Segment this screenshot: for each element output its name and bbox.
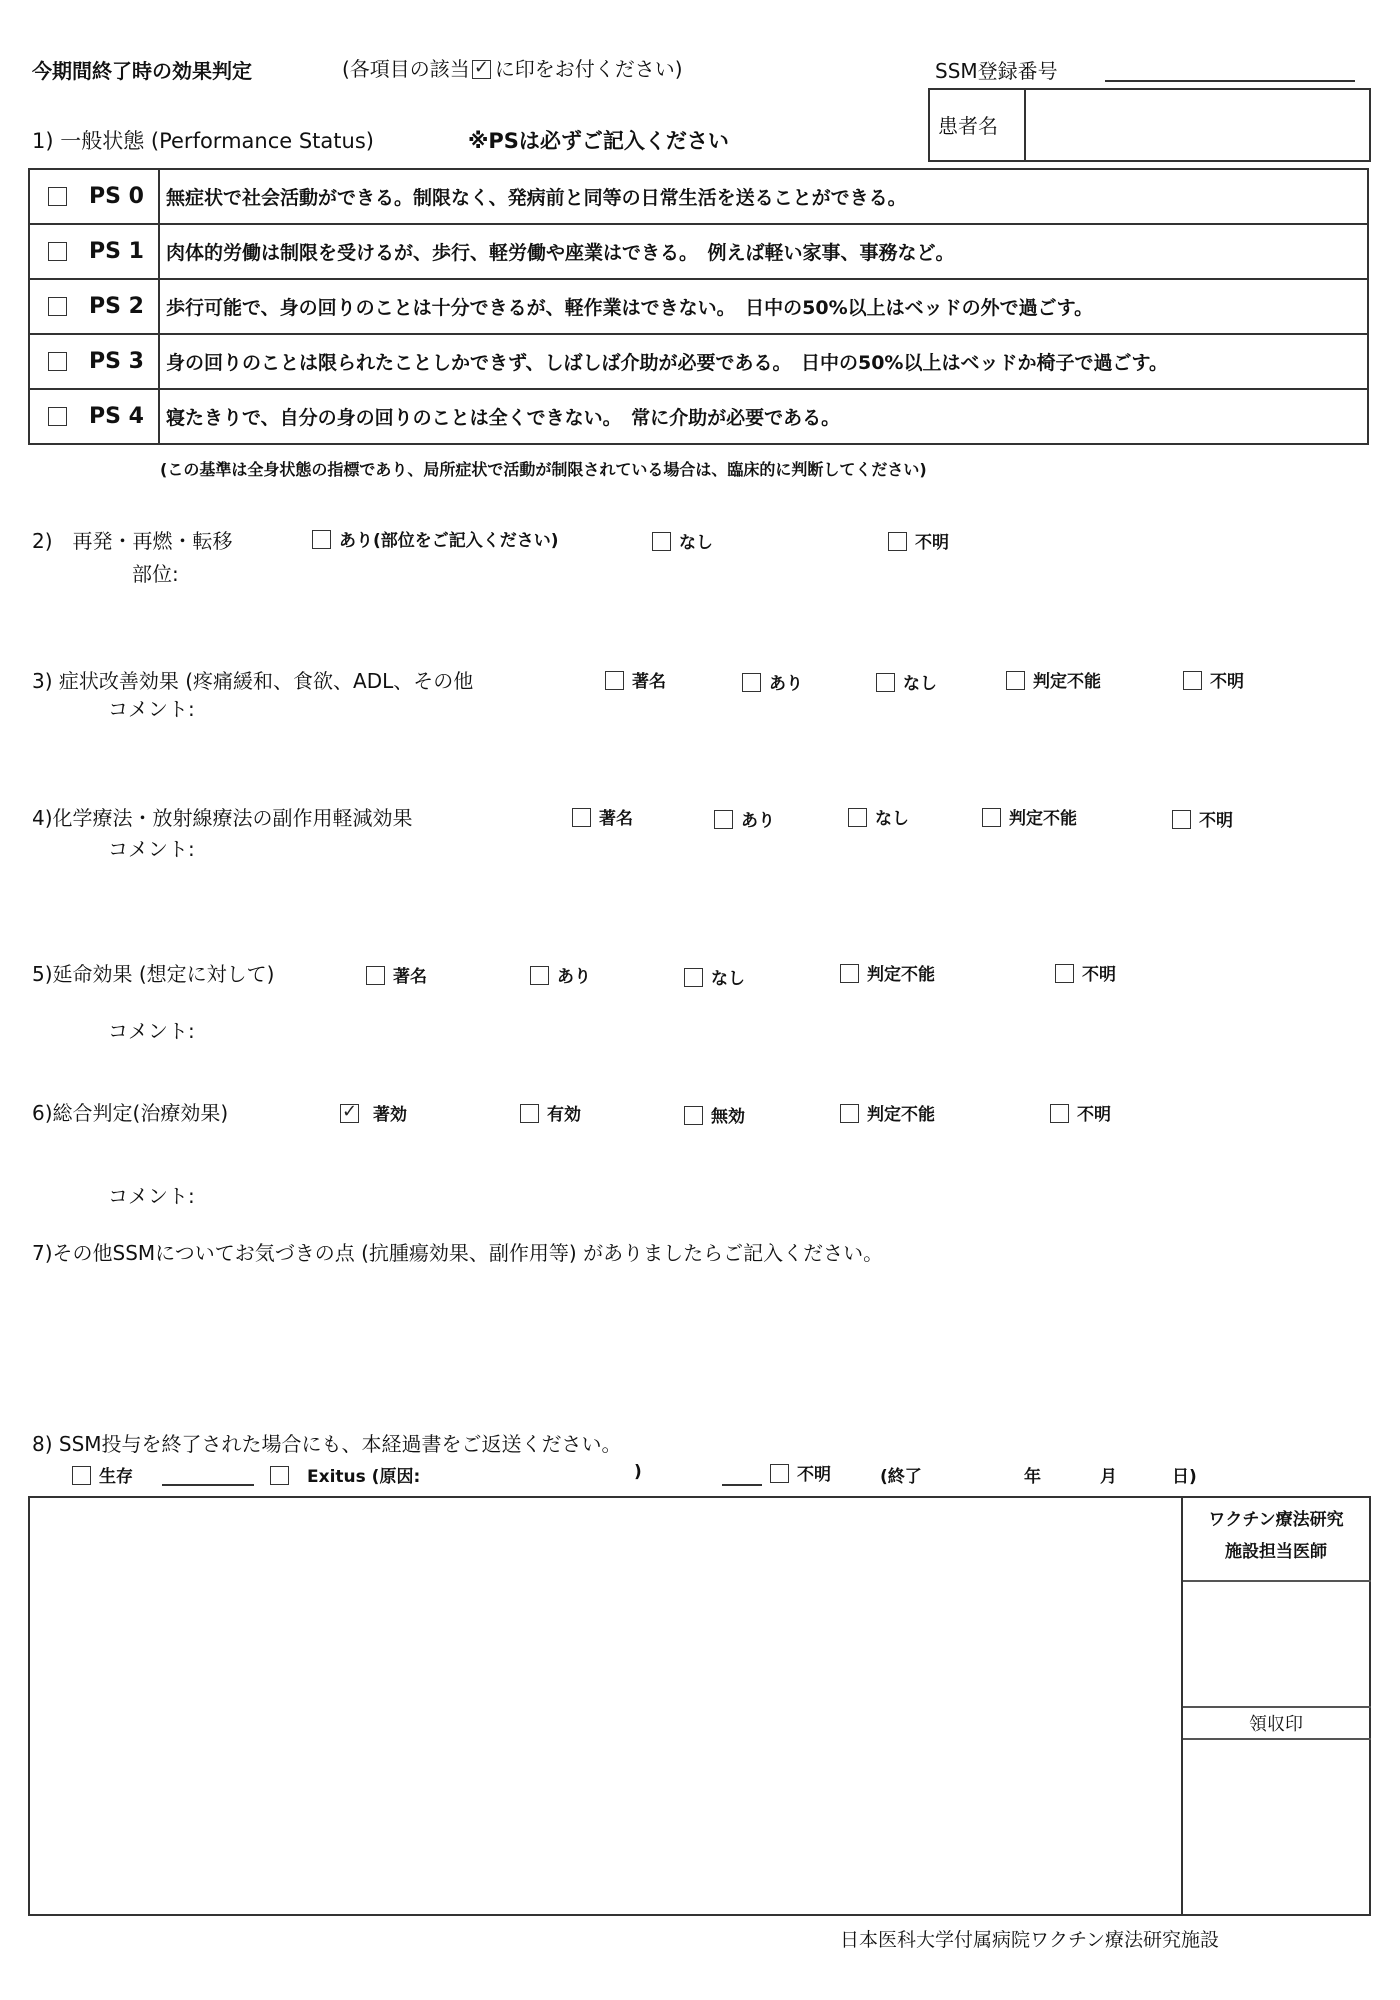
ps1-checkbox[interactable]: [48, 242, 67, 261]
symptom-option-undeterminable[interactable]: [1006, 667, 1101, 692]
instruction-prefix: (各項目の該当: [342, 57, 470, 81]
checkbox[interactable]: [520, 1104, 539, 1123]
ps-code-cell: [29, 334, 159, 389]
section5-heading: 5)延命効果 (想定に対して): [32, 962, 275, 986]
survival-option-unknown[interactable]: [1055, 960, 1116, 985]
notes-box: [28, 1496, 1371, 1916]
survival-option-no[interactable]: [684, 964, 745, 989]
ps-description: 寝たきりで、自分の身の回りのことは全くできない。 常に介助が必要である。: [159, 389, 1368, 444]
comment-label: コメント:: [108, 1184, 195, 1208]
section1-heading: 1) 一般状態 (Performance Status): [32, 129, 374, 153]
ps4-checkbox[interactable]: [48, 407, 67, 426]
checkbox[interactable]: [312, 530, 331, 549]
checkbox[interactable]: [742, 673, 761, 692]
end-date-label: (終了: [880, 1467, 922, 1487]
comment-label: コメント:: [108, 697, 195, 721]
ps-code: PS 0: [89, 184, 144, 209]
patient-name-divider: [1024, 90, 1026, 160]
ps-description: 肉体的労働は制限を受けるが、歩行、軽労働や座業はできる。 例えば軽い家事、事務など。: [159, 224, 1368, 279]
checkbox[interactable]: [684, 1106, 703, 1125]
end-option-exitus[interactable]: [270, 1462, 420, 1487]
option-label: 無効: [711, 1107, 745, 1127]
overall-option-effective[interactable]: [520, 1100, 581, 1125]
checkbox[interactable]: [530, 966, 549, 985]
symptom-option-unknown[interactable]: [1183, 667, 1244, 692]
section4-heading: 4)化学療法・放射線療法の副作用軽減効果: [32, 806, 413, 830]
notes-area[interactable]: [30, 1498, 1180, 1914]
physician-field[interactable]: [1183, 1582, 1369, 1706]
ps-code-cell: [29, 389, 159, 444]
option-label: 著名: [393, 967, 427, 987]
side-row-divider: [1183, 1706, 1371, 1708]
option-label: あり: [741, 811, 775, 831]
comment-label: コメント:: [108, 1019, 195, 1043]
performance-status-table: [28, 168, 1369, 445]
option-label: 有効: [547, 1105, 581, 1125]
ps-row: [29, 224, 1368, 279]
section8-heading: 8) SSM投与を終了された場合にも、本経過書をご返送ください。: [32, 1432, 622, 1456]
option-label: 不明: [1199, 811, 1233, 831]
side-effect-option-undeterminable[interactable]: [982, 804, 1077, 829]
recurrence-no-option[interactable]: [652, 528, 713, 553]
ps-row: [29, 169, 1368, 224]
option-label: 不明: [1210, 672, 1244, 692]
ps-code-cell: [29, 279, 159, 334]
comment-label: コメント:: [108, 837, 195, 861]
survival-option-undeterminable[interactable]: [840, 960, 935, 985]
option-label: あり: [557, 967, 591, 987]
recurrence-unknown-option[interactable]: [888, 528, 949, 553]
option-label: 生存: [99, 1467, 133, 1487]
option-label: なし: [711, 969, 745, 989]
end-option-alive[interactable]: [72, 1462, 133, 1487]
ps-code: PS 4: [89, 404, 144, 429]
underline: [162, 1484, 254, 1486]
checkbox[interactable]: [684, 968, 703, 987]
option-label: 不明: [915, 533, 949, 553]
checkbox[interactable]: [1183, 671, 1202, 690]
side-effect-option-no[interactable]: [848, 804, 909, 829]
patient-name-field[interactable]: [1028, 92, 1364, 158]
option-label: 著名: [599, 809, 633, 829]
checkbox[interactable]: [72, 1466, 91, 1485]
ps-code: PS 1: [89, 239, 144, 264]
section6-heading: 6)総合判定(治療効果): [32, 1101, 229, 1125]
receipt-label: 領収印: [1249, 1714, 1303, 1735]
checkbox[interactable]: [840, 964, 859, 983]
ps-code-cell: [29, 169, 159, 224]
overall-option-ineffective[interactable]: [684, 1102, 745, 1127]
survival-option-yes[interactable]: [530, 962, 591, 987]
underline: [722, 1484, 762, 1486]
overall-option-excellent[interactable]: [340, 1100, 407, 1125]
checkbox[interactable]: [1055, 964, 1074, 983]
option-label: 不明: [1082, 965, 1116, 985]
ps-code: PS 3: [89, 349, 144, 374]
option-label: 不明: [1077, 1105, 1111, 1125]
checkbox[interactable]: [848, 808, 867, 827]
ssm-number-field[interactable]: [1105, 80, 1355, 82]
ssm-number-label: SSM登録番号: [935, 59, 1058, 83]
ps-description: 歩行可能で、身の回りのことは十分できるが、軽作業はできない。 日中の50%以上はベッドの外で過ごす。: [159, 279, 1368, 334]
end-option-unknown[interactable]: [770, 1460, 831, 1485]
ps-row: [29, 279, 1368, 334]
option-label: 判定不能: [867, 1105, 935, 1125]
day-label: 日): [1172, 1467, 1197, 1487]
symptom-option-yes[interactable]: [742, 669, 803, 694]
checkbox[interactable]: [652, 532, 671, 551]
side-title-line2: 施設担当医師: [1225, 1542, 1327, 1562]
checkbox[interactable]: [572, 808, 591, 827]
option-label: なし: [903, 674, 937, 694]
option-label: 判定不能: [1009, 809, 1077, 829]
checkbox[interactable]: [840, 1104, 859, 1123]
section1-footnote: (この基準は全身状態の指標であり、局所症状で活動が制限されている場合は、臨床的に判断してください): [160, 460, 927, 479]
patient-name-label: 患者名: [938, 114, 998, 138]
option-label: 判定不能: [867, 965, 935, 985]
option-label: なし: [875, 809, 909, 829]
option-label: 不明: [797, 1465, 831, 1485]
ps-description: 身の回りのことは限られたことしかできず、しばしば介助が必要である。 日中の50%以上はベッドか椅子で過ごす。: [159, 334, 1368, 389]
overall-option-undeterminable[interactable]: [840, 1100, 935, 1125]
checkbox-checked[interactable]: [340, 1104, 359, 1123]
checkbox[interactable]: [876, 673, 895, 692]
side-effect-option-remarkable[interactable]: [572, 804, 633, 829]
side-title-line1: ワクチン療法研究: [1208, 1510, 1344, 1530]
instruction-checkbox-icon: [472, 60, 491, 79]
ps3-checkbox[interactable]: [48, 352, 67, 371]
section7-heading: 7)その他SSMについてお気づきの点 (抗腫瘍効果、副作用等) がありましたらご記入ください。: [32, 1241, 884, 1265]
checkbox[interactable]: [714, 810, 733, 829]
option-label: あり: [769, 674, 803, 694]
ps-code-cell: [29, 224, 159, 279]
form-title: 今期間終了時の効果判定: [32, 59, 252, 83]
site-label: 部位:: [132, 562, 179, 586]
receipt-stamp-field[interactable]: [1183, 1740, 1369, 1912]
checkbox[interactable]: [982, 808, 1001, 827]
option-label: なし: [679, 533, 713, 553]
ps-description: 無症状で社会活動ができる。制限なく、発病前と同等の日常生活を送ることができる。: [159, 169, 1368, 224]
section1-note: ※PSは必ずご記入ください: [468, 129, 729, 153]
checkbox[interactable]: [1006, 671, 1025, 690]
side-effect-option-yes[interactable]: [714, 806, 775, 831]
option-label: 著名: [632, 672, 666, 692]
overall-option-unknown[interactable]: [1050, 1100, 1111, 1125]
year-label: 年: [1024, 1467, 1041, 1487]
checkbox[interactable]: [366, 966, 385, 985]
ps-code: PS 2: [89, 294, 144, 319]
section2-heading: 2) 再発・再燃・転移: [32, 529, 233, 553]
survival-option-remarkable[interactable]: [366, 962, 427, 987]
side-title: [1183, 1504, 1369, 1568]
checkbox[interactable]: [1172, 810, 1191, 829]
patient-name-box: [928, 88, 1371, 162]
option-label: あり(部位をご記入ください): [339, 531, 559, 551]
month-label: 月: [1100, 1467, 1117, 1487]
symptom-option-remarkable[interactable]: [605, 667, 666, 692]
exitus-close: ): [634, 1462, 642, 1482]
checkbox[interactable]: [770, 1464, 789, 1483]
ps0-checkbox[interactable]: [48, 187, 67, 206]
option-label: Exitus (原因:: [307, 1467, 421, 1487]
ps-row: [29, 334, 1368, 389]
option-label: 著効: [373, 1105, 407, 1125]
section3-heading: 3) 症状改善効果 (疼痛緩和、食欲、ADL、その他: [32, 669, 474, 693]
recurrence-yes-option[interactable]: [312, 526, 559, 551]
checkbox[interactable]: [605, 671, 624, 690]
option-label: 判定不能: [1033, 672, 1101, 692]
symptom-option-no[interactable]: [876, 669, 937, 694]
ps-row: [29, 389, 1368, 444]
instruction-suffix: に印をお付ください): [494, 57, 683, 81]
checkbox[interactable]: [270, 1466, 289, 1485]
side-effect-option-unknown[interactable]: [1172, 806, 1233, 831]
ps2-checkbox[interactable]: [48, 297, 67, 316]
checkbox[interactable]: [1050, 1104, 1069, 1123]
institution-footer: 日本医科大学付属病院ワクチン療法研究施設: [840, 1929, 1220, 1951]
checkbox[interactable]: [888, 532, 907, 551]
instruction-text: [342, 53, 683, 82]
